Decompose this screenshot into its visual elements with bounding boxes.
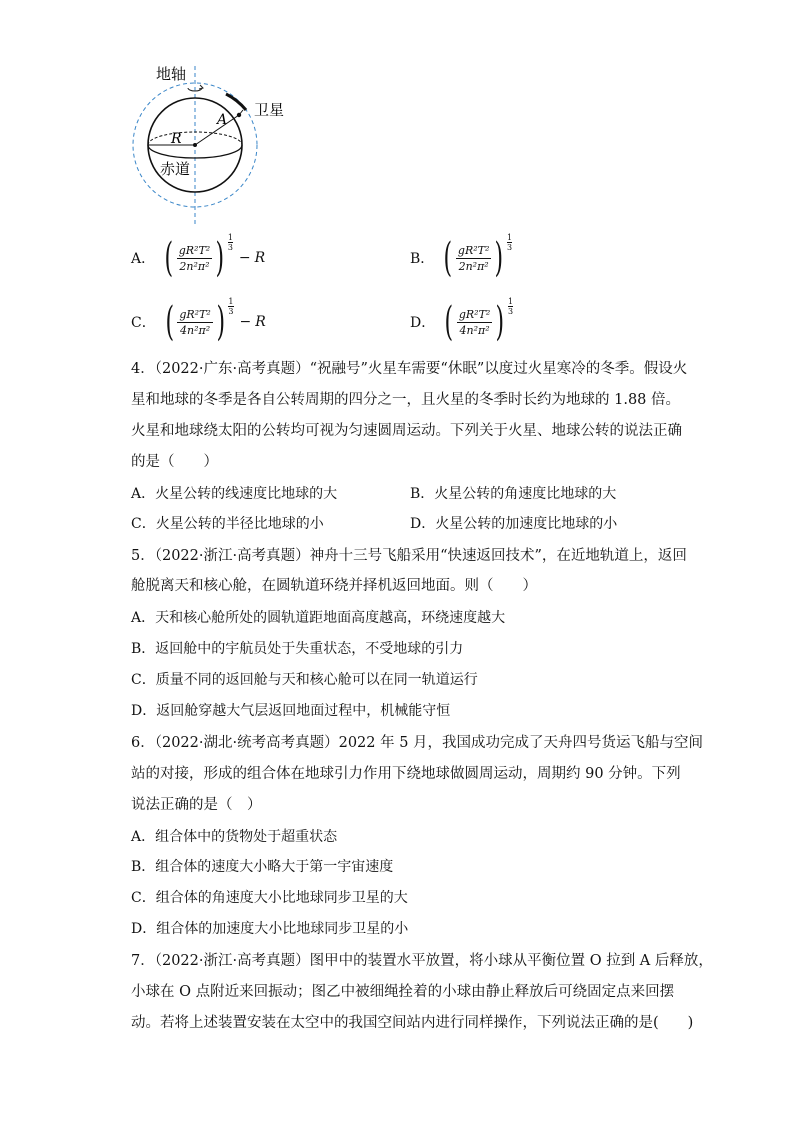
q5-option-c[interactable]: C．质量不同的返回舱与天和核心舱可以在同一轨道运行 <box>131 672 478 688</box>
q6-option-d[interactable]: D．组合体的加速度大小比地球同步卫星的小 <box>131 921 409 937</box>
q3-option-d[interactable]: D． ( $\frac{\text{gR²T²}}{\text{4n²π²}}$ ) 1 3 <box>410 297 514 345</box>
option-label: B． <box>410 251 435 267</box>
q6-stem-line-3: 说法正确的是（ ） <box>131 797 262 813</box>
q4-option-a[interactable]: A．火星公转的线速度比地球的大 <box>131 486 338 502</box>
q5-option-d[interactable]: D．返回舱穿越大气层返回地面过程中，机械能守恒 <box>131 703 451 719</box>
q5-stem-line-1: 5．（2022·浙江·高考真题）神舟十三号飞船采用“快速返回技术”，在近地轨道上，返回 <box>131 548 687 564</box>
q7-stem-line-1: 7．（2022·浙江·高考真题）图甲中的装置水平放置，将小球从平衡位置 O 拉到 A 后释放， <box>131 953 713 969</box>
q4-stem-line-1: 4．（2022·广东·高考真题）“祝融号”火星车需要“休眠”以度过火星寒冷的冬季。假设火 <box>131 361 688 377</box>
exponent: 1 3 <box>507 297 514 316</box>
q4-stem-line-2: 星和地球的冬季是各自公转周期的四分之一，且火星的冬季时长约为地球的 1.88 倍。 <box>131 392 681 408</box>
q7-stem-line-3: 动。若将上述装置安装在太空中的我国空间站内进行同样操作，下列说法正确的是( ) <box>131 1015 694 1031</box>
q4-stem-line-3: 火星和地球绕太阳的公转均可视为匀速圆周运动。下列关于火星、地球公转的说法正确 <box>131 423 682 439</box>
q3-option-a[interactable]: A． ( $\frac{\text{gR²T²}}{\text{2n²π²}}$ ) 1 3 − R <box>131 233 266 281</box>
q6-option-a[interactable]: A．组合体中的货物处于超重状态 <box>131 829 338 845</box>
earth-diagram <box>130 58 285 228</box>
q4-option-c[interactable]: C．火星公转的半径比地球的小 <box>131 516 324 532</box>
earth-satellite-figure <box>130 58 285 228</box>
formula-fraction: $\frac{\text{gR²T²}}{\text{4n²π²}}$ <box>179 307 211 337</box>
q4-option-b[interactable]: B．火星公转的角速度比地球的大 <box>410 486 617 502</box>
radius-label: R <box>171 131 182 147</box>
q4-option-d[interactable]: D．火星公转的加速度比地球的小 <box>410 516 618 532</box>
equator-label: 赤道 <box>160 160 191 178</box>
satellite-label: 卫星 <box>254 101 285 119</box>
q5-option-b[interactable]: B．返回舱中的宇航员处于失重状态，不受地球的引力 <box>131 641 464 657</box>
q6-option-c[interactable]: C．组合体的角速度大小比地球同步卫星的大 <box>131 890 408 906</box>
q5-option-a[interactable]: A．天和核心舱所处的圆轨道距地面高度越高，环绕速度越大 <box>131 610 506 626</box>
q6-stem-line-1: 6．（2022·湖北·统考高考真题）2022 年 5 月，我国成功完成了天舟四号货运飞船与空间 <box>131 735 704 751</box>
point-a-label: A <box>217 112 228 128</box>
q4-stem-line-4: 的是（ ） <box>131 454 218 470</box>
q6-stem-line-2: 站的对接，形成的组合体在地球引力作用下绕地球做圆周运动，周期约 90 分钟。下列 <box>131 766 681 782</box>
q3-option-b[interactable]: B． ( $\frac{\text{gR²T²}}{\text{2n²π²}}$ ) 1 3 <box>410 233 513 281</box>
exponent: 1 3 <box>507 233 513 252</box>
formula-fraction: $\frac{\text{gR²T²}}{\text{2n²π²}}$ <box>457 243 490 273</box>
q3-option-c[interactable]: C． ( $\frac{\text{gR²T²}}{\text{4n²π²}}$ ) 1 3 − R <box>131 297 266 345</box>
exponent: 1 3 <box>227 233 233 252</box>
q5-stem-line-2: 舱脱离天和核心舱，在圆轨道环绕并择机返回地面。则（ ） <box>131 578 537 594</box>
option-label: D． <box>410 315 436 331</box>
formula-fraction: $\frac{\text{gR²T²}}{\text{4n²π²}}$ <box>458 307 491 337</box>
exponent: 1 3 <box>228 297 234 316</box>
formula-fraction: $\frac{\text{gR²T²}}{\text{2n²π²}}$ <box>178 243 211 273</box>
q7-stem-line-2: 小球在 O 点附近来回振动；图乙中被细绳拴着的小球由静止释放后可绕固定点来回摆 <box>131 984 675 1000</box>
option-label: A． <box>131 251 156 267</box>
axis-label: 地轴 <box>156 65 187 83</box>
option-label: C． <box>131 315 156 331</box>
q6-option-b[interactable]: B．组合体的速度大小略大于第一宇宙速度 <box>131 859 394 875</box>
